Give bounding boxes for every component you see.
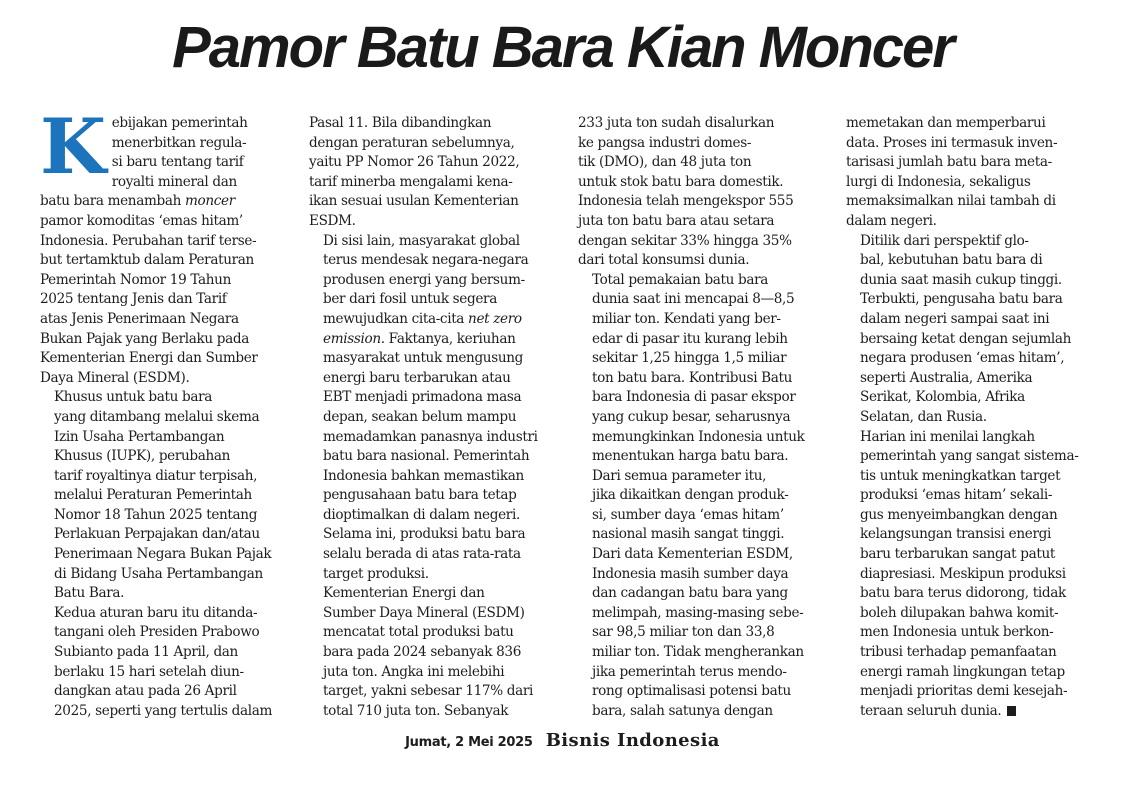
text-line: jika pemerintah terus mendo-: [592, 663, 787, 680]
text-line: negara produsen ‘emas hitam’,: [860, 350, 1065, 367]
text-line: Indonesia masih sumber daya: [592, 565, 789, 582]
text-line: dan cadangan batu bara yang: [592, 585, 788, 602]
text-line: tik (DMO), dan 48 juta ton: [578, 154, 752, 171]
text-line: atas Jenis Penerimaan Negara: [40, 310, 239, 327]
text-line: Di sisi lain, masyarakat global: [323, 232, 520, 249]
text-line: masyarakat untuk mengusung: [323, 350, 524, 367]
text-line: si, sumber daya ‘emas hitam’: [592, 506, 784, 523]
paragraph-7-continued: [846, 114, 1098, 232]
text-line: Batu Bara.: [54, 585, 125, 602]
text-line: diapresiasi. Meskipun produksi: [860, 565, 1066, 582]
paragraph-3-continued: [309, 114, 561, 232]
text-line: miliar ton. Kendati yang ber-: [592, 310, 781, 327]
text-line: Sumber Daya Mineral (ESDM): [323, 604, 525, 621]
paragraph-8: [846, 232, 1098, 428]
text-line: pemerintah yang sangat sistema-: [860, 448, 1079, 465]
paragraph-5: [309, 584, 561, 721]
text-line: boleh dilupakan bahwa komit-: [860, 604, 1059, 621]
text-line: Dari semua parameter itu,: [592, 467, 767, 484]
text-line: Izin Usaha Pertambangan: [54, 428, 225, 445]
text-line: Total pemakaian batu bara: [592, 271, 769, 288]
text-line: menentukan harga batu bara.: [592, 448, 789, 465]
paragraph-4: [309, 232, 561, 585]
text-line: Penerimaan Negara Bukan Pajak: [54, 546, 272, 563]
text-line: 233 juta ton sudah disalurkan: [578, 115, 775, 131]
article-column-4: [846, 114, 1098, 721]
text-line: Pemerintah Nomor 19 Tahun: [40, 271, 231, 288]
text-line: Daya Mineral (ESDM).: [40, 369, 190, 386]
text-line: Subianto pada 11 April, dan: [54, 644, 238, 661]
text-line: produsen energi yang bersum-: [323, 271, 525, 288]
text-line: batu bara nasional. Pemerintah: [323, 448, 530, 465]
paragraph-7: [578, 467, 830, 722]
text-line: Indonesia. Perubahan tarif terse-: [40, 232, 257, 249]
paragraph-9: [846, 428, 1098, 722]
text-line: dalam negeri.: [846, 212, 937, 229]
text-line: pamor komoditas ‘emas hitam’: [40, 212, 243, 229]
text-line-italic-moncer: batu bara menambah moncer: [40, 193, 235, 210]
text-line: bara, salah satunya dengan: [592, 702, 773, 719]
text-line: Indonesia bahkan memastikan: [323, 467, 524, 484]
text-line: memungkinkan Indonesia untuk: [592, 428, 805, 445]
text-line: bersaing ketat dengan sejumlah: [860, 330, 1072, 347]
text-line: memetakan dan memperbarui: [846, 115, 1046, 131]
text-line: dunia saat masih cukup tinggi.: [860, 271, 1062, 288]
text-line: Terbukti, pengusaha batu bara: [860, 291, 1063, 308]
text-line: tangani oleh Presiden Prabowo: [54, 624, 260, 641]
text-line: tribusi terhadap pemanfaatan: [860, 644, 1057, 661]
text-line: batu bara terus didorong, tidak: [860, 585, 1066, 602]
text-line: Bukan Pajak yang Berlaku pada: [40, 330, 250, 347]
text-line: bara pada 2024 sebanyak 836: [323, 644, 522, 661]
text-line: Serikat, Kolombia, Afrika: [860, 389, 1025, 406]
paragraph-5-continued: [578, 114, 830, 271]
text-line: menjadi prioritas demi kesejah-: [860, 683, 1068, 700]
text-line: bara Indonesia di pasar ekspor: [592, 389, 796, 406]
drop-cap: K: [40, 102, 106, 191]
text-line: tarisasi jumlah batu bara meta-: [846, 154, 1052, 171]
paragraph-1: [40, 102, 292, 388]
text-line: mencatat total produksi batu: [323, 624, 514, 641]
article-title: Pamor Batu Bara Kian Moncer: [172, 15, 953, 80]
article-column-2: [309, 114, 561, 721]
text-line: memadamkan panasnya industri: [323, 428, 538, 445]
text-line: si baru tentang tarif: [111, 154, 244, 171]
text-line: nasional masih sangat tinggi.: [592, 526, 785, 543]
text-line: seperti Australia, Amerika: [860, 369, 1033, 386]
text-line: energi baru terbarukan atau: [323, 369, 511, 386]
text-line: miliar ton. Tidak mengherankan: [592, 644, 804, 661]
text-line: energi ramah lingkungan tetap: [860, 663, 1065, 680]
text-line: memaksimalkan nilai tambah di: [846, 193, 1056, 210]
text-line: terus mendesak negara-negara: [323, 252, 529, 269]
text-line: dengan sekitar 33% hingga 35%: [578, 232, 792, 249]
text-line: yaitu PP Nomor 26 Tahun 2022,: [309, 154, 520, 171]
text-line: Ditilik dari perspektif glo-: [860, 232, 1029, 249]
text-line: 2025 tentang Jenis dan Tarif: [40, 291, 227, 308]
text-line: dari total konsumsi dunia.: [578, 252, 750, 269]
text-line: dalam negeri sampai saat ini: [860, 310, 1050, 327]
text-line: baru terbarukan sangat patut: [860, 546, 1055, 563]
text-line: juta ton batu bara atau setara: [578, 212, 775, 229]
article-column-3: [578, 114, 830, 721]
text-line: di Bidang Usaha Pertambangan: [54, 565, 263, 582]
text-line: yang cukup besar, seharusnya: [592, 408, 791, 425]
text-line: 2025, seperti yang tertulis dalam: [54, 702, 273, 719]
text-line: but tertamktub dalam Peraturan: [40, 252, 254, 269]
text-line: dioptimalkan di dalam negeri.: [323, 506, 520, 523]
article-column-1: [40, 102, 292, 721]
text-line: Selama ini, produksi batu bara: [323, 526, 526, 543]
text-line: jika dikaitkan dengan produk-: [592, 487, 789, 504]
text-line: selalu berada di atas rata-rata: [323, 546, 521, 563]
text-line: Perlakuan Perpajakan dan/atau: [54, 526, 260, 543]
text-line: target, yakni sebesar 117% dari: [323, 683, 534, 700]
text-line: berlaku 15 hari setelah diun-: [54, 663, 244, 680]
text-line: ton batu bara. Kontribusi Batu: [592, 369, 793, 386]
text-line: melalui Peraturan Pemerintah: [54, 487, 252, 504]
text-line: Kedua aturan baru itu ditanda-: [54, 604, 258, 621]
text-line: total 710 juta ton. Sebanyak: [323, 702, 509, 719]
text-line: ber dari fosil untuk segera: [323, 291, 497, 308]
text-line: untuk stok batu bara domestik.: [578, 173, 784, 190]
text-line: tis untuk meningkatkan target: [860, 467, 1061, 484]
text-line: royalti mineral dan: [111, 173, 237, 190]
publication-date: Jumat, 2 Mei 2025: [405, 735, 533, 750]
paragraph-6: [578, 271, 830, 467]
text-line: menerbitkan regula-: [111, 134, 247, 151]
text-line: yang ditambang melalui skema: [54, 408, 260, 425]
text-line: Pasal 11. Bila dibandingkan: [309, 115, 492, 131]
text-line: kelangsungan transisi energi: [860, 526, 1051, 543]
paragraph-3: [40, 604, 292, 722]
text-line: produksi ‘emas hitam’ sekali-: [860, 487, 1053, 504]
text-line: rong optimalisasi potensi batu: [592, 683, 791, 700]
text-line: bal, kebutuhan batu bara di: [860, 252, 1043, 269]
text-line: teraan seluruh dunia. B: [860, 702, 1028, 719]
text-line: Selatan, dan Rusia.: [860, 408, 987, 425]
text-line: ESDM.: [309, 212, 356, 229]
text-line: sar 98,5 miliar ton dan 33,8: [592, 624, 775, 641]
text-line: ke pangsa industri domes-: [578, 134, 752, 151]
text-line: tarif royaltinya diatur terpisah,: [54, 467, 258, 484]
text-line: Indonesia telah mengekspor 555: [578, 193, 794, 210]
text-line: Dari data Kementerian ESDM,: [592, 546, 793, 563]
paragraph-2: [40, 388, 292, 604]
text-line: pengusahaan batu bara tetap: [323, 487, 517, 504]
text-line: ebijakan pemerintah: [111, 115, 248, 131]
text-line: dunia saat ini mencapai 8—8,5: [592, 291, 795, 308]
text-line: gus menyeimbangkan dengan: [860, 506, 1058, 523]
text-line: Kementerian Energi dan: [323, 585, 485, 602]
text-line: Harian ini menilai langkah: [860, 428, 1035, 445]
end-mark-icon: B: [1007, 706, 1016, 716]
text-line: Kementerian Energi dan Sumber: [40, 350, 258, 367]
text-line: melimpah, masing-masing sebe-: [592, 604, 804, 621]
text-line: lurgi di Indonesia, sekaligus: [846, 173, 1031, 190]
text-line: juta ton. Angka ini melebihi: [323, 663, 505, 680]
text-line: men Indonesia untuk berkon-: [860, 624, 1054, 641]
text-line: sekitar 1,25 hingga 1,5 miliar: [592, 350, 787, 367]
text-line: EBT menjadi primadona masa: [323, 389, 522, 406]
page-footer: [0, 730, 1125, 751]
text-line: Nomor 18 Tahun 2025 tentang: [54, 506, 258, 523]
text-line: target produksi.: [323, 565, 429, 582]
text-line: dangkan atau pada 26 April: [54, 683, 237, 700]
text-line: dengan peraturan sebelumnya,: [309, 134, 515, 151]
text-line: data. Proses ini termasuk inven-: [846, 134, 1058, 151]
text-line: mewujudkan cita-cita net zero: [323, 310, 522, 327]
text-line: depan, seakan belum mampu: [323, 408, 517, 425]
text-line: Khusus (IUPK), perubahan: [54, 448, 231, 465]
text-line: tarif minerba mengalami kena-: [309, 173, 513, 190]
publication-logo: Bisnis Indonesia: [545, 730, 720, 751]
text-line: Khusus untuk batu bara: [54, 389, 213, 406]
text-line: edar di pasar itu kurang lebih: [592, 330, 788, 347]
text-line: emission. Faktanya, keriuhan: [323, 330, 516, 347]
text-line: ikan sesuai usulan Kementerian: [309, 193, 519, 210]
